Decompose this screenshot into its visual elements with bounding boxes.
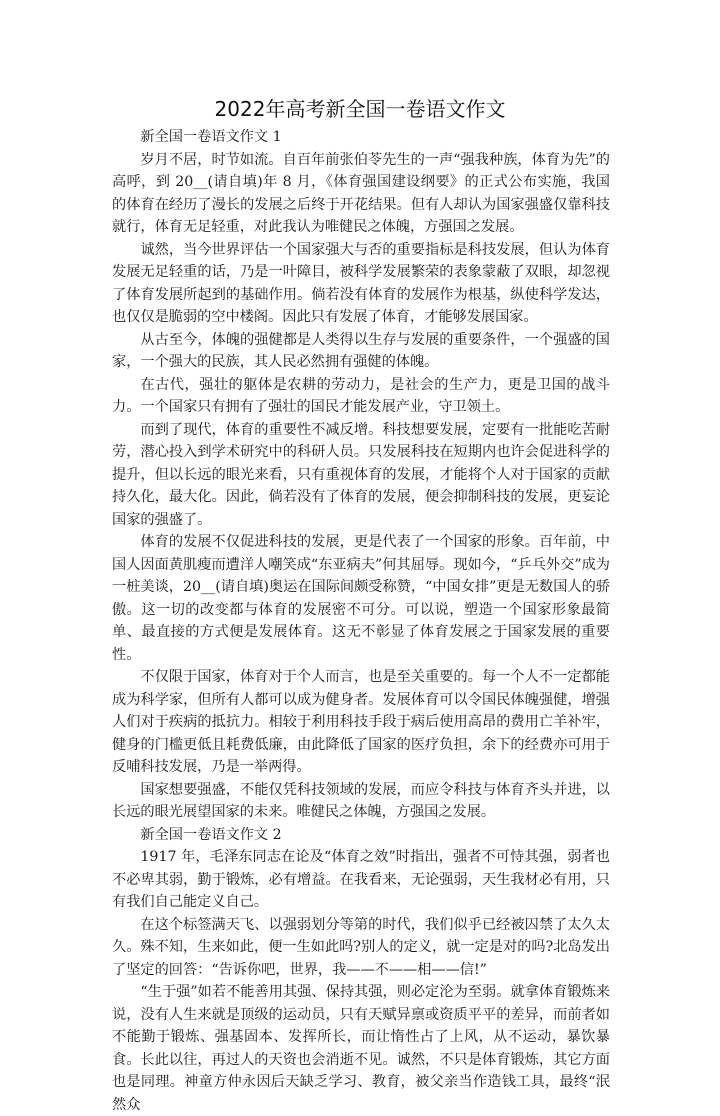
paragraph: 岁月不居，时节如流。自百年前张伯苓先生的一声“强我种族，体育为先”的高呼，到 20__(请自填)年 8 月，《体育强国建设纲要》的正式公布实施，我国的体育在经历了漫长的发展之后终于开花结果。但有人却认为国家强盛仅靠科技就行，体育无足轻重，对此我认为唯健民之体魄，方强国之发展。 xyxy=(112,151,610,235)
paragraph: “生于强”如若不能善用其强、保持其强，则必定沦为至弱。就拿体育锻炼来说，没有人生来就是顶级的运动员，只有天赋异禀或资质平平的差异，而前者如不能勤于锻炼、强基固本、发挥所长，而让惰性占了上风，从不运动，暴饮暴食。长此以往，再过人的天资也会消逝不见。诚然，不只是体育锻炼，其它方面也是同理。神童方仲永因后天缺乏学习、教育，被父亲当作造钱工具，最终“泯然众 xyxy=(112,984,610,1113)
document-title: 2022年高考新全国一卷语文作文 xyxy=(214,97,506,121)
paragraph: 在古代，强壮的躯体是农耕的劳动力，是社会的生产力，更是卫国的战斗力。一个国家只有拥有了强壮的国民才能发展产业，守卫领土。 xyxy=(112,376,610,415)
paragraph: 体育的发展不仅促进科技的发展，更是代表了一个国家的形象。百年前，中国人因面黄肌瘦而遭洋人嘲笑成“东亚病夫”何其屈辱。现如今，“乒乓外交”成为一桩美谈，20__(请自填)奥运在国际间颇受称赞，“中国女排”更是无数国人的骄傲。这一切的改变都与体育的发展密不可分。可以说，塑造一个国家形象最简单、最直接的方式便是发展体育。这无不彰显了体育发展之于国家发展的重要性。 xyxy=(112,534,610,663)
paragraph: 1917 年，毛泽东同志在论及“体育之效”时指出，强者不可恃其强，弱者也不必卑其弱，勤于锻炼，必有增益。在我看来，无论强弱，天生我材必有用，只有我们自己能定义自己。 xyxy=(112,849,610,910)
section-heading-2: 新全国一卷语文作文 2 xyxy=(140,826,282,843)
paragraph: 诚然，当今世界评估一个国家强大与否的重要指标是科技发展，但认为体育发展无足轻重的话，乃是一叶障目，被科学发展繁荣的表象蒙蔽了双眼，却忽视了体育发展所起到的基础作用。倘若没有体育的发展作为根基，纵使科学发达，也仅仅是脆弱的空中楼阁。因此只有发展了体育，才能够发展国家。 xyxy=(112,241,610,325)
paragraph: 从古至今，体魄的强健都是人类得以生存与发展的重要条件，一个强盛的国家，一个强大的民族，其人民必然拥有强健的体魄。 xyxy=(112,331,610,370)
paragraph: 在这个标签满天飞、以强弱划分等第的时代，我们似乎已经被囚禁了太久太久。殊不知，生来如此，便一生如此吗?别人的定义，就一定是对的吗?北岛发出了坚定的回答：“告诉你吧，世界，我——不——相——信!” xyxy=(112,916,610,978)
paragraph: 国家想要强盛，不能仅凭科技领域的发展，而应令科技与体育齐头并进，以长远的眼光展望国家的未来。唯健民之体魄，方强国之发展。 xyxy=(112,781,610,820)
paragraph: 而到了现代，体育的重要性不减反增。科技想要发展，定要有一批能吃苦耐劳，潜心投入到学术研究中的科研人员。只发展科技在短期内也许会促进科学的提升，但以长远的眼光来看，只有重视体育的发展，才能将个人对于国家的贡献持久化，最大化。因此，倘若没有了体育的发展，便会抑制科技的发展，更妄论国家的强盛了。 xyxy=(112,421,610,528)
document-body xyxy=(112,126,610,1116)
paragraph: 不仅限于国家，体育对于个人而言，也是至关重要的。每一个人不一定都能成为科学家，但所有人都可以成为健身者。发展体育可以令国民体魄强健，增强人们对于疾病的抵抗力。相较于利用科技手段于病后使用高昂的费用亡羊补牢，健身的门槛更低且耗费低廉，由此降低了国家的医疗负担，余下的经费亦可用于反哺科技发展，乃是一举两得。 xyxy=(112,669,610,775)
section-heading-1: 新全国一卷语文作文 1 xyxy=(140,129,282,145)
